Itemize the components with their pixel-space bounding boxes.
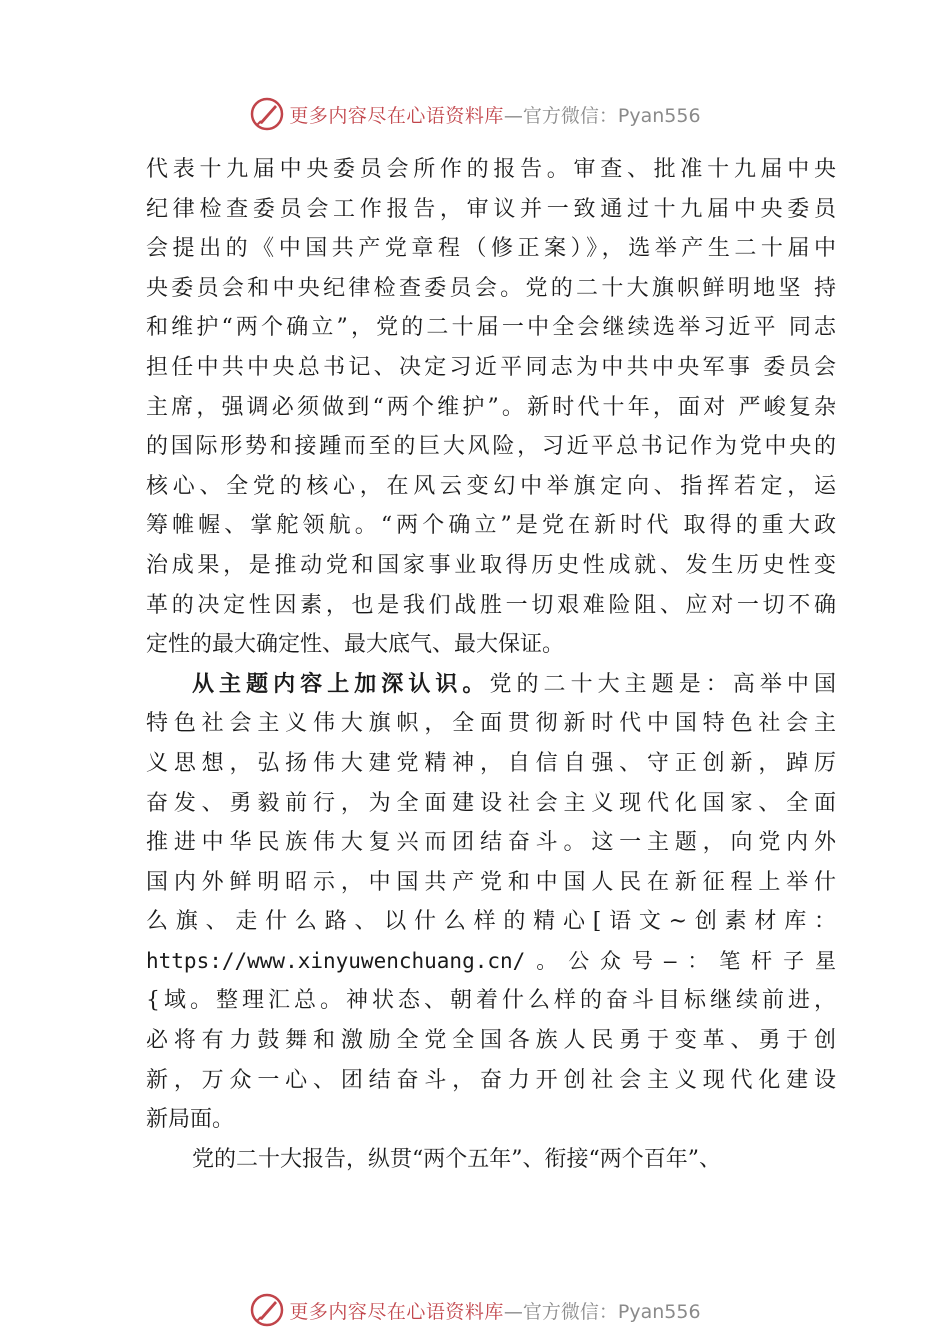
text-line: 国内外鲜明昭示，中国共产党和中国人民在新征程上举什: [146, 869, 836, 895]
text-span: 党的二十大主题是：高举中国: [489, 671, 836, 697]
text-line: 和维护“两个确立”，党的二十届一中全会继续选举习近平 同志: [146, 315, 836, 341]
text-line: 定性的最大确定性、最大底气、最大保证。: [146, 632, 565, 658]
banner-title: 更多内容尽在心语资料库: [289, 104, 504, 127]
text-line: 治成果，是推动党和国家事业取得历史性成就、发生历史性变: [146, 552, 836, 578]
text-line: 必将有力鼓舞和激励全党全国各族人民勇于变革、勇于创: [146, 1028, 836, 1054]
text-line: 特色社会主义伟大旗帜，全面贯彻新时代中国特色社会主: [146, 711, 836, 737]
quill-logo-icon: [249, 1292, 285, 1328]
banner-title: 更多内容尽在心语资料库: [289, 1300, 504, 1323]
text-line: 党的二十大报告，纵贯“两个五年”、衔接“两个百年”、: [192, 1146, 721, 1172]
text-line: 义思想，弘扬伟大建党精神，自信自强、守正创新，踔厉: [146, 750, 836, 776]
header-banner: [0, 94, 950, 134]
paragraph-1: [146, 150, 836, 665]
document-body: [146, 150, 836, 1179]
text-line: https://www.xinyuwenchuang.cn/。公众号—：笔杆子星: [146, 948, 836, 973]
text-line: 担任中共中央总书记、决定习近平同志为中共中央军事 委员会: [146, 354, 836, 380]
text-line: 新，万众一心、团结奋斗，奋力开创社会主义现代化建设: [146, 1067, 836, 1093]
text-line: 代表十九届中央委员会所作的报告。审查、批准十九届中央: [146, 157, 836, 182]
text-line: 的国际形势和接踵而至的巨大风险，习近平总书记作为党中央的: [146, 434, 836, 460]
text-line: 央委员会和中央纪律检查委员会。党的二十大旗帜鲜明地坚 持: [146, 275, 836, 301]
paragraph-heading: 从主题内容上加深认识。: [192, 670, 490, 697]
banner-contact: —官方微信：Pyan556: [503, 1300, 701, 1323]
text-line: 主席，强调必须做到“两个维护”。新时代十年，面对 严峻复杂: [146, 394, 836, 420]
paragraph-2: [146, 665, 836, 1140]
text-line: [146, 665, 836, 705]
text-line: 新局面。: [146, 1107, 235, 1133]
text-line: 么旗、走什么路、以什么样的精心[语文~创素材库：: [146, 909, 836, 935]
text-line: 纪律检查委员会工作报告，审议并一致通过十九届中央委员: [146, 196, 836, 222]
text-line: 筹帷幄、掌舵领航。“两个确立”是党在新时代 取得的重大政: [146, 513, 836, 539]
text-line: 革的决定性因素，也是我们战胜一切艰难险阻、应对一切不确: [146, 592, 836, 618]
text-line: 推进中华民族伟大复兴而团结奋斗。这一主题，向党内外: [146, 830, 836, 856]
quill-logo-icon: [249, 96, 285, 132]
text-line: 会提出的《中国共产党章程（修正案）》，选举产生二十届中: [146, 236, 836, 262]
paragraph-3: [146, 1140, 836, 1180]
text-line: {域。整理汇总。神状态、朝着什么样的奋斗目标继续前进，: [146, 988, 836, 1014]
text-line: 核心、全党的核心，在风云变幻中举旗定向、指挥若定，运: [146, 473, 836, 499]
banner-contact: —官方微信：Pyan556: [503, 104, 701, 127]
footer-banner: [0, 1290, 950, 1330]
text-line: 奋发、勇毅前行，为全面建设社会主义现代化国家、全面: [146, 790, 836, 816]
